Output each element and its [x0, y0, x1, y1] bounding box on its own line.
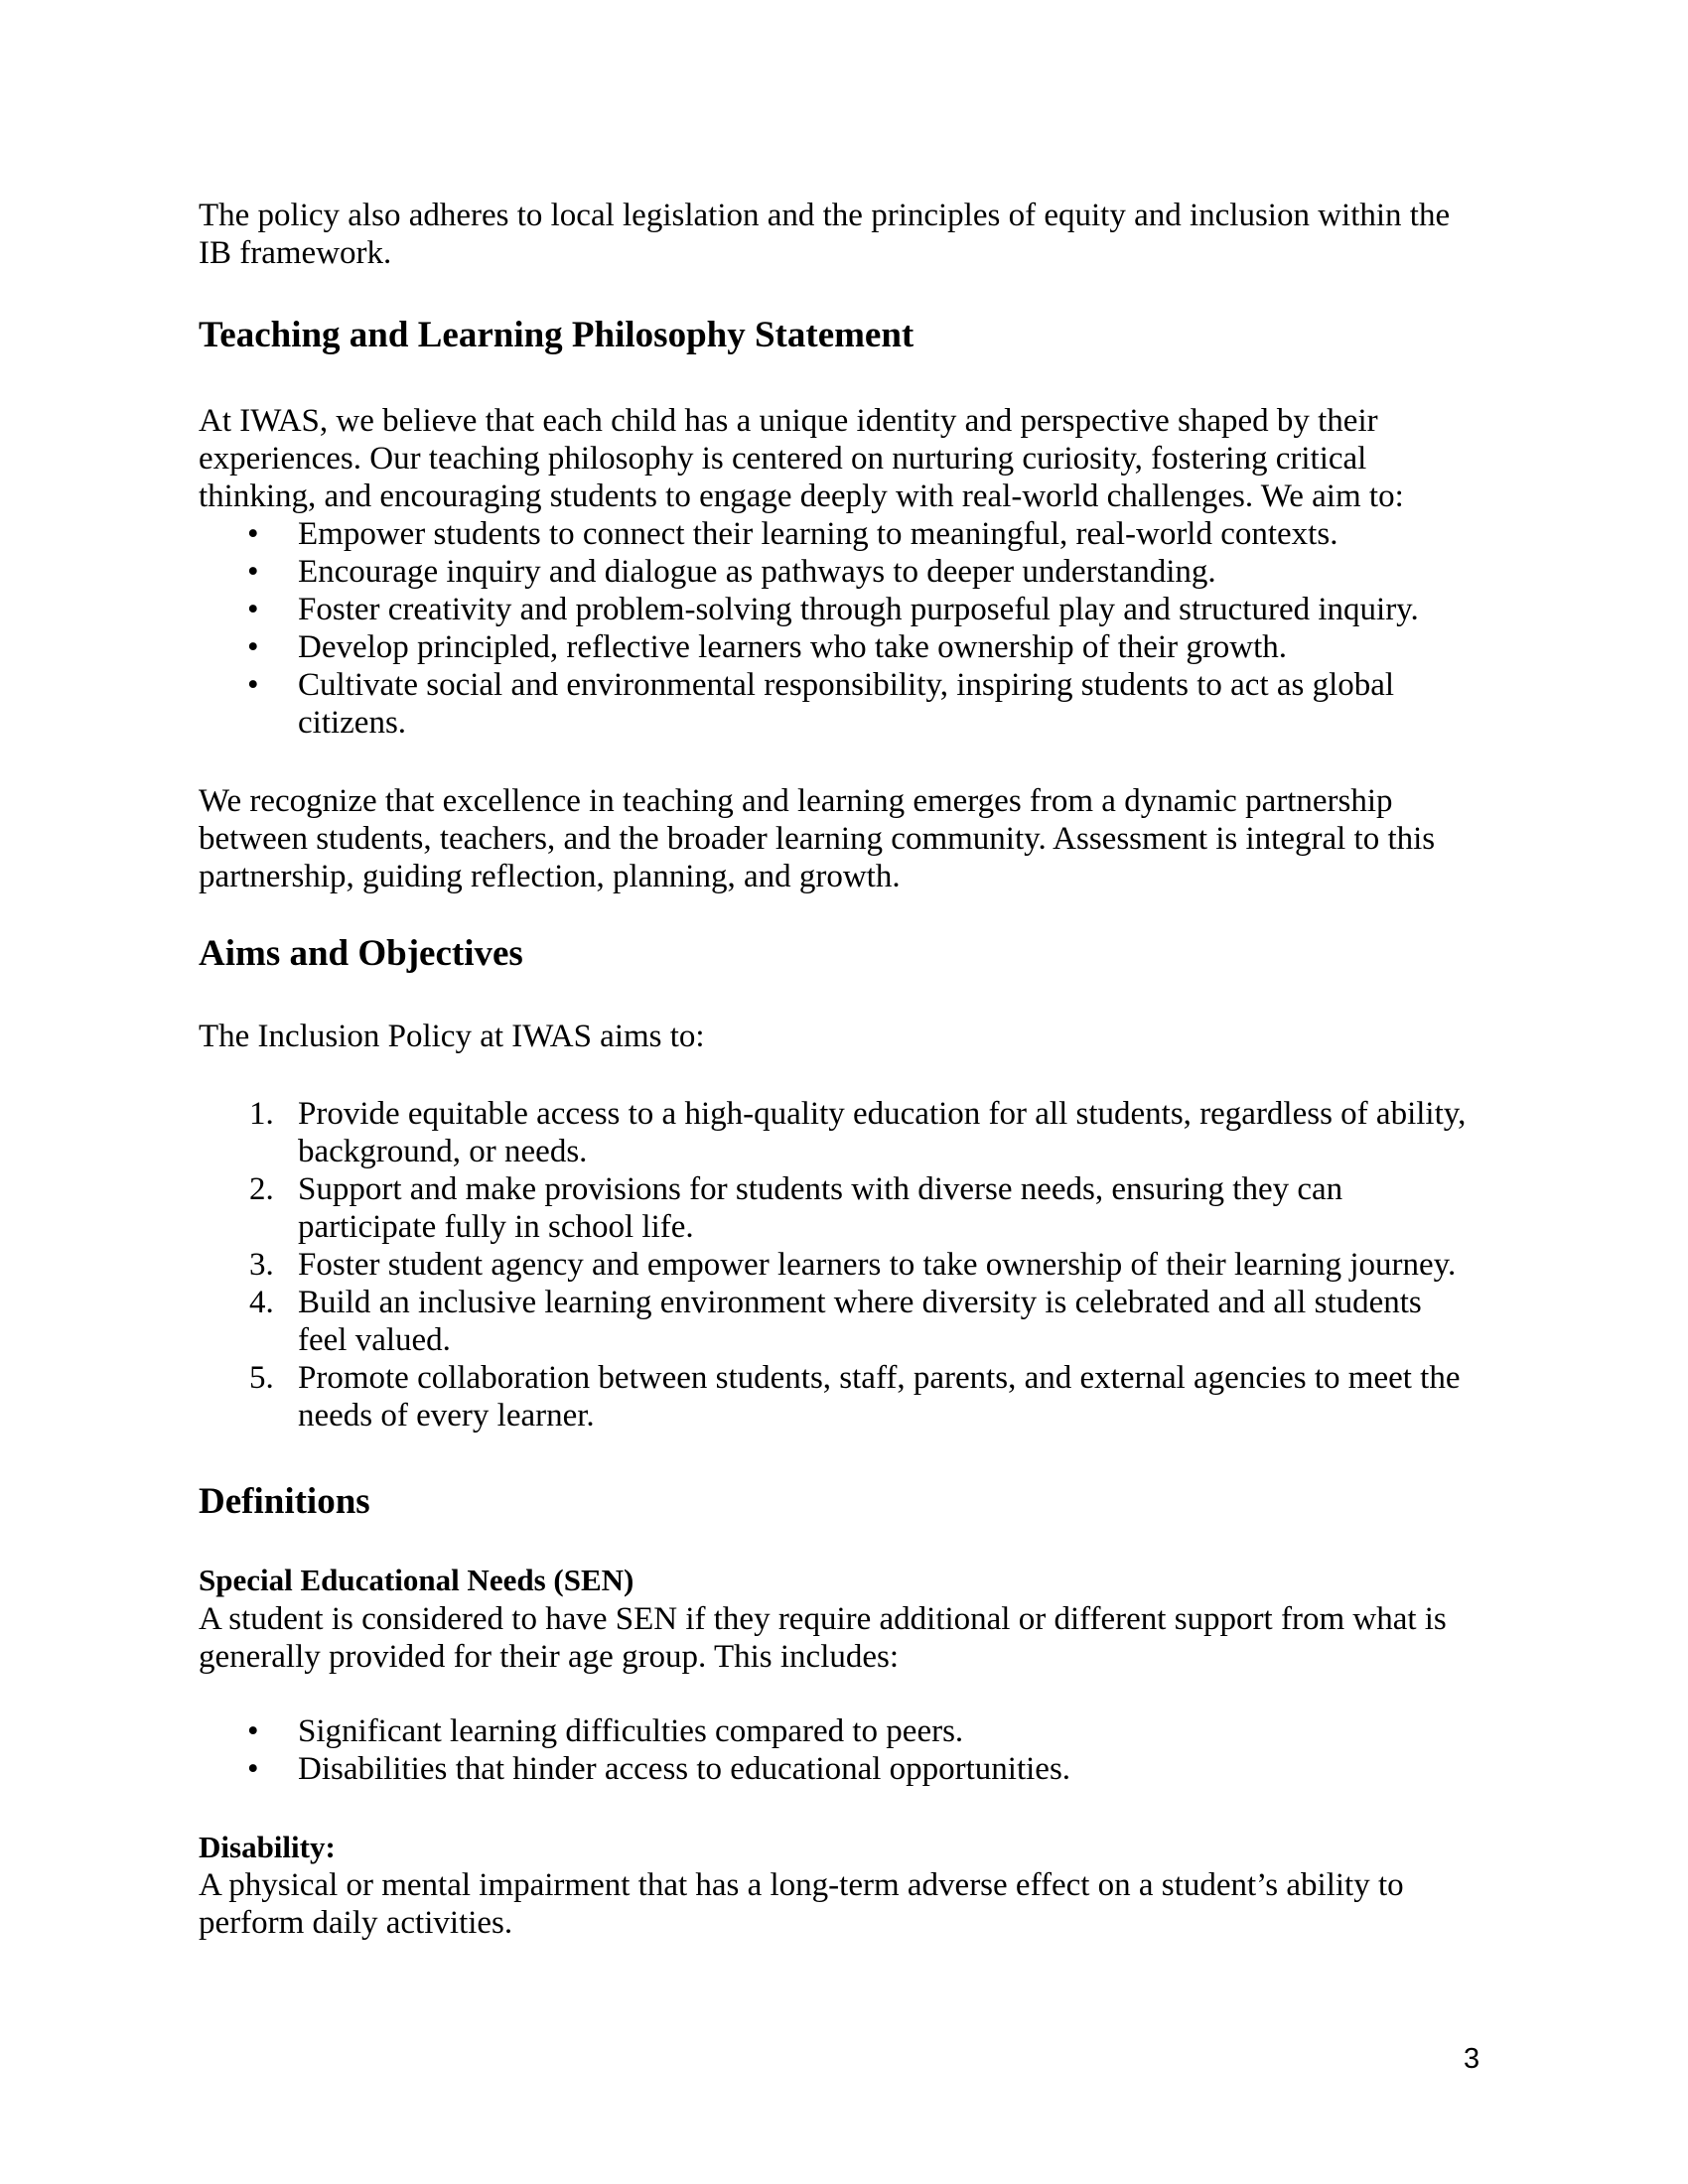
list-item-continuation: feel valued.: [298, 1322, 451, 1358]
list-item: Disabilities that hinder access to educational opportunities.: [298, 1751, 1071, 1787]
list-number: 2.: [249, 1171, 274, 1207]
section-heading-philosophy: Teaching and Learning Philosophy Statement: [199, 315, 914, 355]
philosophy-intro-line-3: thinking, and encouraging students to engage deeply with real-world challenges. We aim to:: [199, 478, 1404, 514]
list-item-continuation: background, or needs.: [298, 1134, 588, 1169]
list-item: Cultivate social and environmental responsibility, inspiring students to act as global: [298, 667, 1395, 703]
bullet-icon: •: [247, 554, 259, 590]
page-number: 3: [1464, 2043, 1480, 2075]
list-item: Build an inclusive learning environment where diversity is celebrated and all students: [298, 1285, 1422, 1320]
bullet-icon: •: [247, 1713, 259, 1749]
list-item-continuation: needs of every learner.: [298, 1398, 595, 1433]
list-item: Promote collaboration between students, staff, parents, and external agencies to meet the: [298, 1360, 1461, 1396]
list-item: Provide equitable access to a high-quality education for all students, regardless of ability,: [298, 1096, 1467, 1132]
section-heading-definitions: Definitions: [199, 1481, 370, 1522]
list-number: 5.: [249, 1360, 274, 1396]
philosophy-closing-line-2: between students, teachers, and the broader learning community. Assessment is integral to this: [199, 821, 1436, 857]
bullet-icon: •: [247, 629, 259, 665]
list-item: Foster student agency and empower learners to take ownership of their learning journey.: [298, 1247, 1457, 1283]
philosophy-intro-line-1: At IWAS, we believe that each child has a unique identity and perspective shaped by their: [199, 403, 1378, 439]
bullet-icon: •: [247, 516, 259, 552]
philosophy-intro-line-2: experiences. Our teaching philosophy is centered on nurturing curiosity, fostering critical: [199, 441, 1367, 477]
list-item: Significant learning difficulties compared to peers.: [298, 1713, 964, 1749]
intro-line-1: The policy also adheres to local legislation and the principles of equity and inclusion within the: [199, 198, 1451, 233]
disability-definition-line-2: perform daily activities.: [199, 1905, 513, 1941]
term-heading-disability: Disability:: [199, 1830, 336, 1864]
list-item: Foster creativity and problem-solving through purposeful play and structured inquiry.: [298, 592, 1419, 627]
list-item: Develop principled, reflective learners who take ownership of their growth.: [298, 629, 1288, 665]
term-heading-sen: Special Educational Needs (SEN): [199, 1563, 634, 1597]
section-heading-aims: Aims and Objectives: [199, 933, 523, 974]
aims-intro: The Inclusion Policy at IWAS aims to:: [199, 1019, 705, 1054]
bullet-icon: •: [247, 667, 259, 703]
bullet-icon: •: [247, 1751, 259, 1787]
list-item-continuation: participate fully in school life.: [298, 1209, 694, 1245]
intro-line-2: IB framework.: [199, 235, 392, 271]
list-number: 1.: [249, 1096, 274, 1132]
list-item-continuation: citizens.: [298, 705, 407, 741]
sen-definition-line-2: generally provided for their age group. This includes:: [199, 1639, 900, 1675]
bullet-icon: •: [247, 592, 259, 627]
list-number: 3.: [249, 1247, 274, 1283]
list-item: Empower students to connect their learning to meaningful, real-world contexts.: [298, 516, 1338, 552]
list-item: Support and make provisions for students with diverse needs, ensuring they can: [298, 1171, 1343, 1207]
disability-definition-line-1: A physical or mental impairment that has a long-term adverse effect on a student’s ability to: [199, 1867, 1404, 1903]
philosophy-closing-line-1: We recognize that excellence in teaching and learning emerges from a dynamic partnership: [199, 783, 1393, 819]
list-item: Encourage inquiry and dialogue as pathways to deeper understanding.: [298, 554, 1216, 590]
sen-definition-line-1: A student is considered to have SEN if they require additional or different support from what is: [199, 1601, 1447, 1637]
philosophy-closing-line-3: partnership, guiding reflection, planning, and growth.: [199, 859, 901, 894]
list-number: 4.: [249, 1285, 274, 1320]
